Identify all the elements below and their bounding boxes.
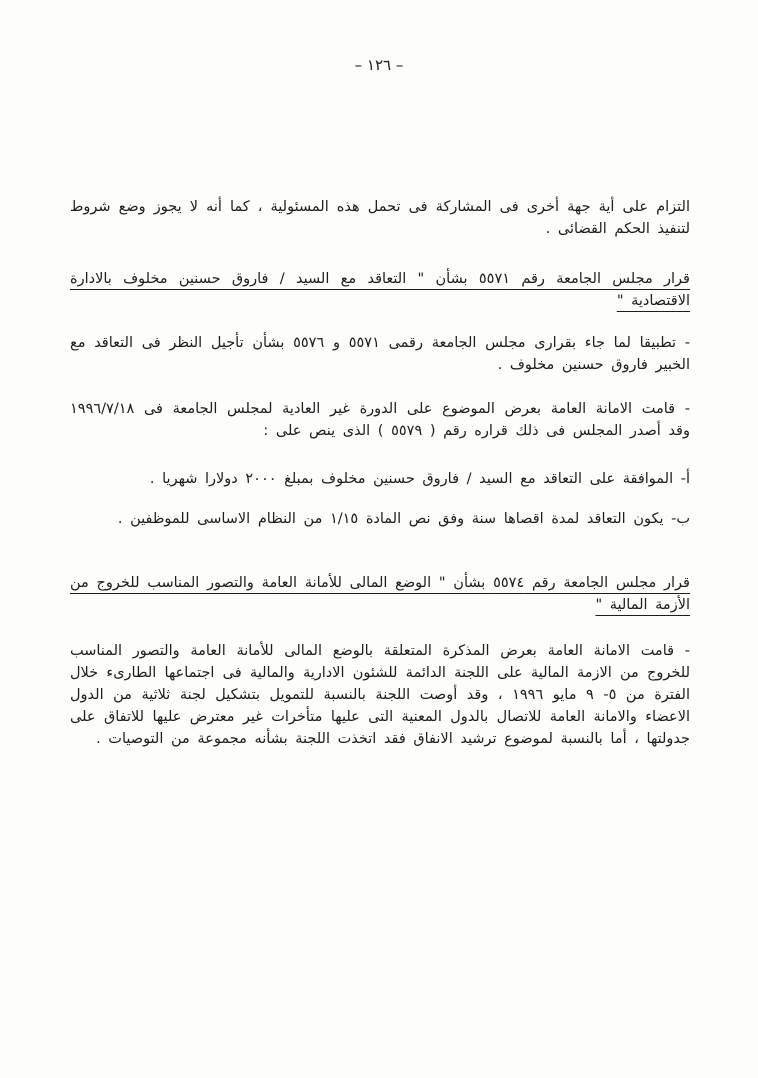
resolution-5571-item-b: ب- يكون التعاقد لمدة اقصاها سنة وفق نص المادة ١/١٥ من النظام الاساسى للموظفين . <box>117 511 690 527</box>
resolution-5571-heading: قرار مجلس الجامعة رقم ٥٥٧١ بشأن " التعاقد مع السيد / فاروق حسنين مخلوف بالادارة الاقتصادية " <box>70 271 690 309</box>
resolution-5571-paragraph-1: - تطبيقا لما جاء بقرارى مجلس الجامعة رقمى ٥٥٧١ و ٥٥٧٦ بشأن تأجيل النظر فى التعاقد مع الخبير فاروق حسنين مخلوف . <box>70 335 690 373</box>
resolution-5574-heading: قرار مجلس الجامعة رقم ٥٥٧٤ بشأن " الوضع المالى للأمانة العامة والتصور المناسب للخروج من الأزمة المالية " <box>70 575 690 613</box>
resolution-5571-item-a: أ- الموافقة على التعاقد مع السيد / فاروق حسنين مخلوف بمبلغ ٢٠٠٠ دولارا شهريا . <box>149 471 690 487</box>
intro-paragraph: التزام على أية جهة أخرى فى المشاركة فى تحمل هذه المسئولية ، كما أنه لا يجوز وضع شروط لتنفيذ الحكم القضائى . <box>70 199 690 237</box>
page-number: – ١٢٦ – <box>354 56 404 74</box>
resolution-5574-paragraph: - قامت الامانة العامة بعرض المذكرة المتعلقة بالوضع المالى للأمانة العامة والتصور المناسب للخروج من الازمة المالية على اللجنة الدائمة للشئون الادارية والمالية فى اجتماعها الطارىء خلال الفترة من ٥- ٩ مايو ١٩٩٦ ، وقد أوصت اللجنة بالنسبة للتمويل بتشكيل لجنة ثلاثية من الدول الاعضاء والامانة العامة للاتصال بالدول المعنية التى عليها متأخرات غير معترض عليها للاتفاق على جدولتها ، أما بالنسبة لموضوع ترشيد الانفاق فقد اتخذت اللجنة بشأنه مجموعة من التوصيات . <box>70 643 690 747</box>
document-content <box>70 196 690 750</box>
resolution-5571-paragraph-2: - قامت الامانة العامة بعرض الموضوع على الدورة غير العادية لمجلس الجامعة فى ١٩٩٦/٧/١٨ وقد أصدر المجلس فى ذلك قراره رقم ( ٥٥٧٩ ) الذى ينص على : <box>70 401 690 439</box>
